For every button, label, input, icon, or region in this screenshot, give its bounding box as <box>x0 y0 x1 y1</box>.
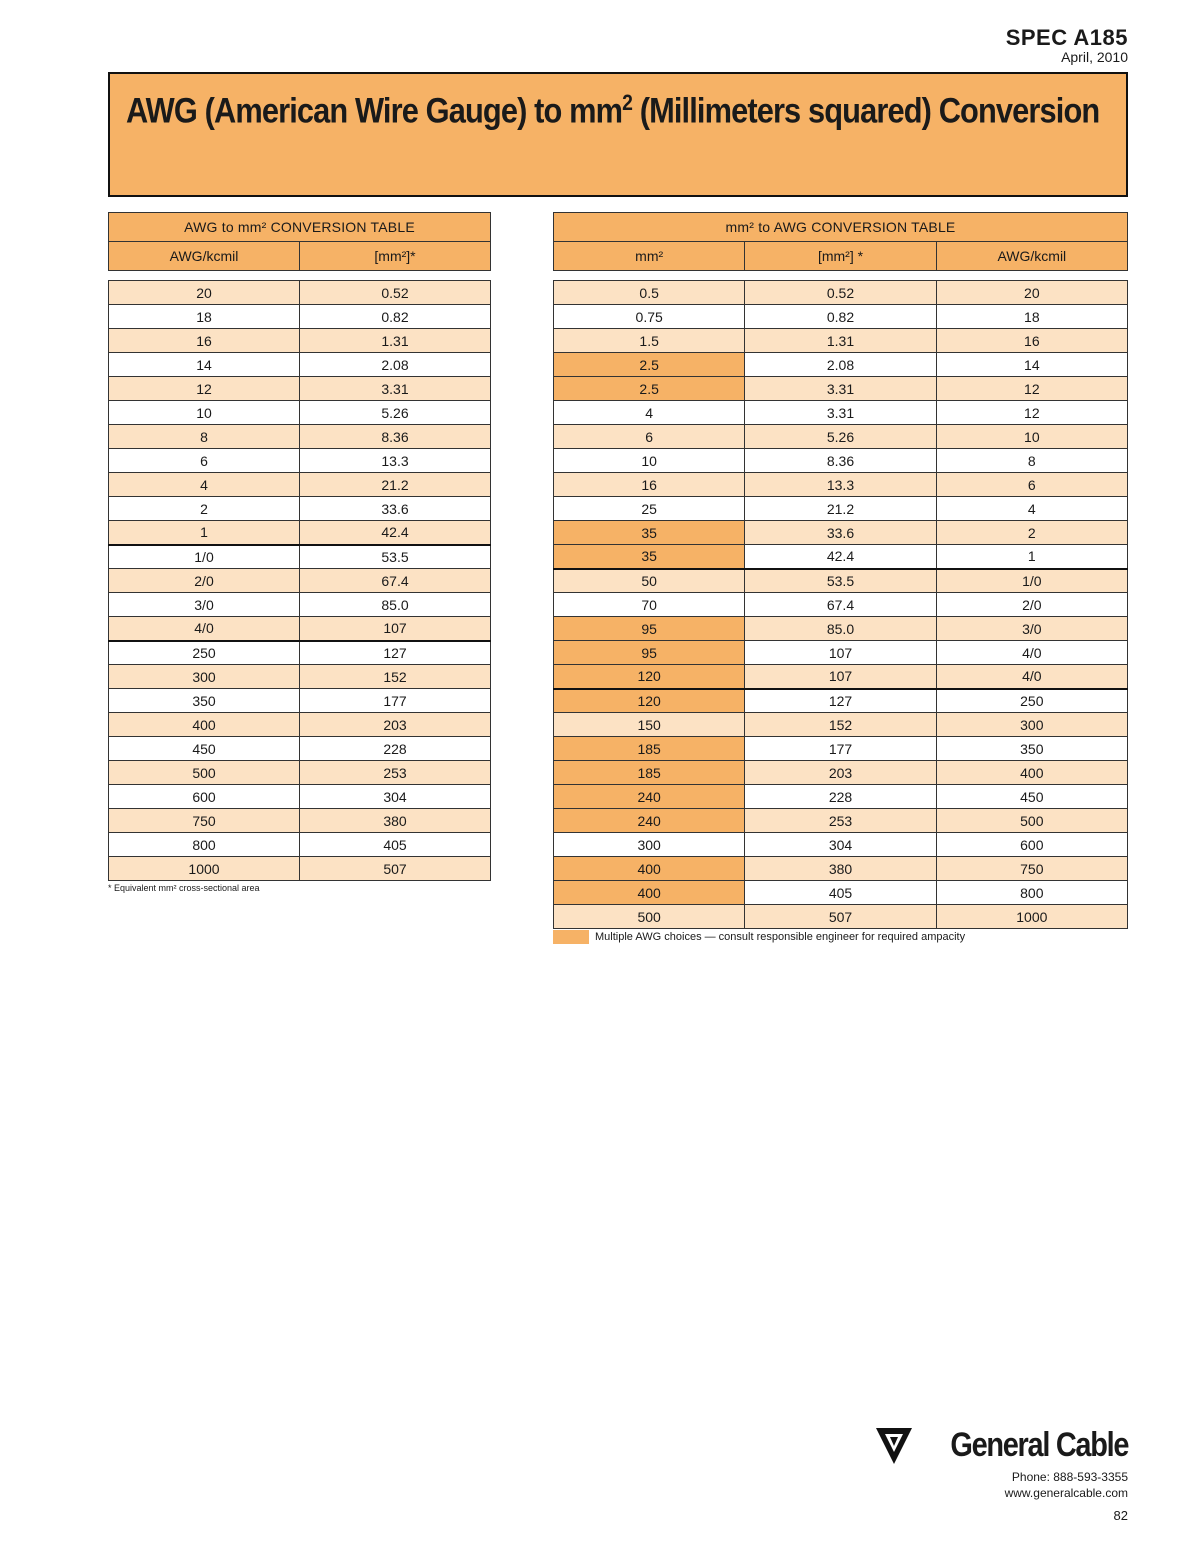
table-row <box>109 353 491 377</box>
table-cell: 6 <box>109 449 300 473</box>
table-cell: 800 <box>936 881 1127 905</box>
table-cell: 85.0 <box>745 617 936 641</box>
table-row <box>109 377 491 401</box>
table-cell: 800 <box>109 833 300 857</box>
spec-code: SPEC A185 <box>1005 25 1128 50</box>
awg-to-mm2-table <box>108 280 491 881</box>
table-cell: 1 <box>936 545 1127 569</box>
table-row <box>554 377 1128 401</box>
table-row <box>554 305 1128 329</box>
table-cell: 240 <box>554 785 745 809</box>
table-cell: 450 <box>109 737 300 761</box>
table-cell: 67.4 <box>745 593 936 617</box>
table-cell: 8 <box>936 449 1127 473</box>
table-cell: 450 <box>936 785 1127 809</box>
table-cell: 507 <box>300 857 491 881</box>
table-row <box>554 449 1128 473</box>
table-cell: 10 <box>554 449 745 473</box>
table-cell: 500 <box>109 761 300 785</box>
table-cell: 150 <box>554 713 745 737</box>
table-row <box>554 593 1128 617</box>
table-cell: 253 <box>745 809 936 833</box>
table-cell: 13.3 <box>745 473 936 497</box>
table-cell: 228 <box>745 785 936 809</box>
table-row <box>109 617 491 641</box>
table-row <box>109 473 491 497</box>
table-cell: 300 <box>109 665 300 689</box>
table-cell: 5.26 <box>300 401 491 425</box>
table-cell: 14 <box>109 353 300 377</box>
brand <box>873 1424 1128 1466</box>
table-cell: 5.26 <box>745 425 936 449</box>
legend <box>553 930 965 944</box>
table-cell: 107 <box>745 665 936 689</box>
table-cell: 21.2 <box>745 497 936 521</box>
table-cell: 400 <box>554 881 745 905</box>
table-row <box>554 545 1128 569</box>
table-row <box>109 305 491 329</box>
page-title: AWG (American Wire Gauge) to $mm^2$ (Millimeters squared) Conversion <box>126 90 1100 131</box>
table-cell: 3/0 <box>936 617 1127 641</box>
table-cell: 107 <box>745 641 936 665</box>
table-cell: 0.52 <box>300 281 491 305</box>
spec-block <box>1006 27 1128 65</box>
table-cell: 6 <box>554 425 745 449</box>
table-row <box>554 665 1128 689</box>
table-cell: 4 <box>109 473 300 497</box>
column-header: AWG/kcmil <box>936 242 1127 271</box>
table-cell: 42.4 <box>745 545 936 569</box>
table-cell: 95 <box>554 617 745 641</box>
table-row <box>554 713 1128 737</box>
table-cell: 120 <box>554 665 745 689</box>
table-cell: 6 <box>936 473 1127 497</box>
table-cell: 3.31 <box>745 401 936 425</box>
table-cell: 0.82 <box>745 305 936 329</box>
table-cell: 4/0 <box>109 617 300 641</box>
table-cell: 25 <box>554 497 745 521</box>
table-cell: 400 <box>554 857 745 881</box>
table-row <box>554 785 1128 809</box>
table-cell: 300 <box>554 833 745 857</box>
table-row <box>554 617 1128 641</box>
table-cell: 70 <box>554 593 745 617</box>
table-cell: 600 <box>936 833 1127 857</box>
table-cell: 0.52 <box>745 281 936 305</box>
column-header: AWG/kcmil <box>109 242 300 271</box>
table-cell: 8 <box>109 425 300 449</box>
table-caption: AWG to mm² CONVERSION TABLE <box>109 213 491 242</box>
legend-swatch <box>553 930 589 944</box>
table-cell: 8.36 <box>300 425 491 449</box>
table-cell: 185 <box>554 737 745 761</box>
column-header: [mm²] * <box>745 242 936 271</box>
table-row <box>554 857 1128 881</box>
table-row <box>109 497 491 521</box>
table-cell: 1/0 <box>109 545 300 569</box>
table-row <box>109 593 491 617</box>
table-cell: 21.2 <box>300 473 491 497</box>
table-caption: mm² to AWG CONVERSION TABLE <box>554 213 1128 242</box>
table-cell: 177 <box>745 737 936 761</box>
table-row <box>109 569 491 593</box>
table-cell: 304 <box>745 833 936 857</box>
table-cell: 2/0 <box>936 593 1127 617</box>
table-row <box>109 857 491 881</box>
table-cell: 20 <box>109 281 300 305</box>
table-cell: 1000 <box>109 857 300 881</box>
table-cell: 177 <box>300 689 491 713</box>
table-cell: 405 <box>745 881 936 905</box>
table-cell: 33.6 <box>745 521 936 545</box>
table-cell: 18 <box>109 305 300 329</box>
table-cell: 152 <box>300 665 491 689</box>
table-row <box>554 881 1128 905</box>
table-row <box>109 425 491 449</box>
table-cell: 20 <box>936 281 1127 305</box>
table-cell: 2.08 <box>745 353 936 377</box>
table-row <box>554 353 1128 377</box>
table-row <box>109 449 491 473</box>
contact-info <box>1005 1469 1128 1501</box>
title-banner <box>108 72 1128 197</box>
table-row <box>109 329 491 353</box>
table-cell: 185 <box>554 761 745 785</box>
table-cell: 1/0 <box>936 569 1127 593</box>
table-cell: 400 <box>936 761 1127 785</box>
table-cell: 1.31 <box>300 329 491 353</box>
table-cell: 500 <box>936 809 1127 833</box>
table-cell: 4 <box>936 497 1127 521</box>
table-cell: 300 <box>936 713 1127 737</box>
table-cell: 350 <box>109 689 300 713</box>
table-row <box>554 473 1128 497</box>
table-cell: 2 <box>109 497 300 521</box>
table-cell: 2.5 <box>554 353 745 377</box>
table-cell: 405 <box>300 833 491 857</box>
table-cell: 127 <box>300 641 491 665</box>
table-cell: 107 <box>300 617 491 641</box>
table-cell: 127 <box>745 689 936 713</box>
table-row <box>554 329 1128 353</box>
table-cell: 0.5 <box>554 281 745 305</box>
page-number: 82 <box>1113 1508 1128 1523</box>
table-cell: 203 <box>745 761 936 785</box>
table-cell: 16 <box>554 473 745 497</box>
legend-text: Multiple AWG choices — consult responsible engineer for required ampacity <box>595 931 966 943</box>
awg-to-mm2-table-header <box>108 212 491 271</box>
table-cell: 16 <box>109 329 300 353</box>
table-row <box>109 545 491 569</box>
table-cell: 4 <box>554 401 745 425</box>
table-cell: 42.4 <box>300 521 491 545</box>
table-cell: 53.5 <box>745 569 936 593</box>
brand-name: General Cable <box>950 1425 1128 1464</box>
table-row <box>554 497 1128 521</box>
table-cell: 380 <box>300 809 491 833</box>
table-cell: 253 <box>300 761 491 785</box>
table-cell: 203 <box>300 713 491 737</box>
table-row <box>109 809 491 833</box>
table-cell: 95 <box>554 641 745 665</box>
table-cell: 2/0 <box>109 569 300 593</box>
table-cell: 0.82 <box>300 305 491 329</box>
table-cell: 2.5 <box>554 377 745 401</box>
table-row <box>109 737 491 761</box>
table-cell: 1.31 <box>745 329 936 353</box>
table-cell: 600 <box>109 785 300 809</box>
table-row <box>554 569 1128 593</box>
table-cell: 4/0 <box>936 665 1127 689</box>
table-cell: 750 <box>109 809 300 833</box>
table-row <box>554 521 1128 545</box>
column-header: [mm²]* <box>300 242 491 271</box>
table-cell: 13.3 <box>300 449 491 473</box>
mm2-to-awg-table <box>553 280 1128 929</box>
table-row <box>554 689 1128 713</box>
table-cell: 500 <box>554 905 745 929</box>
table-cell: 16 <box>936 329 1127 353</box>
table-cell: 53.5 <box>300 545 491 569</box>
column-header: mm² <box>554 242 745 271</box>
table-cell: 350 <box>936 737 1127 761</box>
table-cell: 1 <box>109 521 300 545</box>
table-cell: 12 <box>109 377 300 401</box>
table-cell: 4/0 <box>936 641 1127 665</box>
table-cell: 750 <box>936 857 1127 881</box>
table-cell: 507 <box>745 905 936 929</box>
table-cell: 3.31 <box>745 377 936 401</box>
table-cell: 18 <box>936 305 1127 329</box>
table-cell: 380 <box>745 857 936 881</box>
table-row <box>554 641 1128 665</box>
table-cell: 33.6 <box>300 497 491 521</box>
table-row <box>109 521 491 545</box>
spec-date: April, 2010 <box>1061 49 1128 65</box>
table-row <box>109 401 491 425</box>
table-cell: 228 <box>300 737 491 761</box>
table-cell: 250 <box>109 641 300 665</box>
table-row <box>109 665 491 689</box>
table-cell: 400 <box>109 713 300 737</box>
table-row <box>109 761 491 785</box>
table-cell: 2 <box>936 521 1127 545</box>
table-row <box>554 737 1128 761</box>
table-cell: 3/0 <box>109 593 300 617</box>
table-cell: 3.31 <box>300 377 491 401</box>
table-cell: 120 <box>554 689 745 713</box>
table-cell: 50 <box>554 569 745 593</box>
table-cell: 240 <box>554 809 745 833</box>
table-row <box>554 401 1128 425</box>
table-row <box>554 281 1128 305</box>
table-cell: 35 <box>554 521 745 545</box>
table-cell: 0.75 <box>554 305 745 329</box>
table-cell: 67.4 <box>300 569 491 593</box>
table-cell: 10 <box>109 401 300 425</box>
table-row <box>109 713 491 737</box>
table-cell: 12 <box>936 377 1127 401</box>
website-link[interactable]: www.generalcable.com <box>1004 1486 1128 1500</box>
table-cell: 250 <box>936 689 1127 713</box>
table-row <box>109 281 491 305</box>
table-cell: 2.08 <box>300 353 491 377</box>
footnote: * Equivalent mm² cross-sectional area <box>108 883 260 893</box>
table-cell: 1.5 <box>554 329 745 353</box>
phone-number: Phone: 888-593-3355 <box>1011 1470 1128 1484</box>
table-cell: 10 <box>936 425 1127 449</box>
table-row <box>109 641 491 665</box>
mm2-to-awg-table-header <box>553 212 1128 271</box>
general-cable-logo-icon <box>873 1424 915 1466</box>
table-row <box>109 689 491 713</box>
table-cell: 35 <box>554 545 745 569</box>
table-row <box>109 833 491 857</box>
table-cell: 12 <box>936 401 1127 425</box>
table-cell: 304 <box>300 785 491 809</box>
table-cell: 152 <box>745 713 936 737</box>
table-cell: 14 <box>936 353 1127 377</box>
table-row <box>554 425 1128 449</box>
table-row <box>554 809 1128 833</box>
table-cell: 1000 <box>936 905 1127 929</box>
table-cell: 8.36 <box>745 449 936 473</box>
table-cell: 85.0 <box>300 593 491 617</box>
table-row <box>109 785 491 809</box>
table-row <box>554 905 1128 929</box>
table-row <box>554 761 1128 785</box>
table-row <box>554 833 1128 857</box>
